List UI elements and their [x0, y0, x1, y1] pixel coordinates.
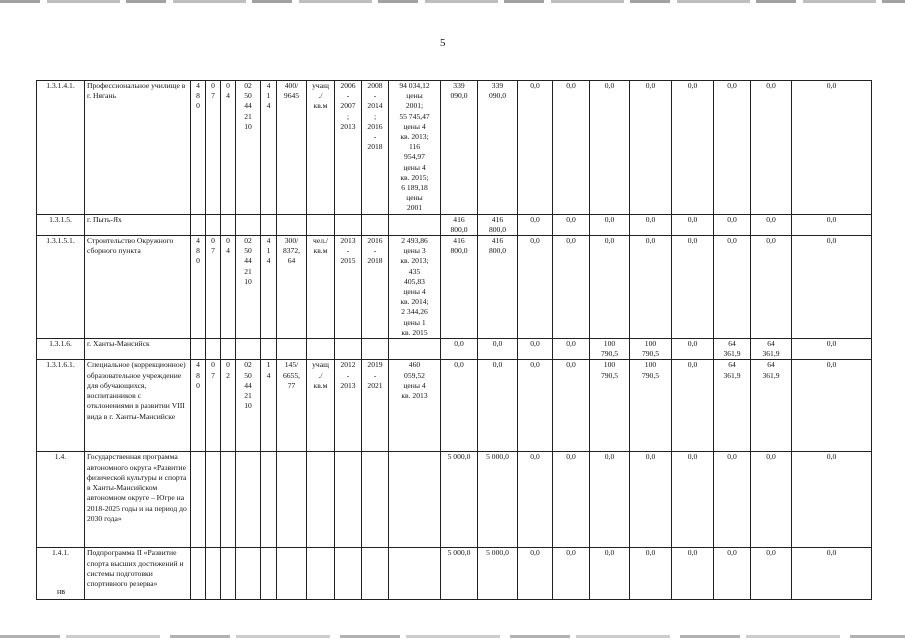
cell-value-1: 5 000,0 [441, 548, 478, 600]
cell-code-5: 1 4 [261, 360, 277, 452]
cell-code-4 [236, 339, 261, 360]
cell-value-5: 100 790,5 [590, 339, 630, 360]
cell-period-design [335, 339, 362, 360]
cell-value-8: 64 361,9 [714, 360, 751, 452]
table-row [37, 236, 872, 339]
cell-code-5: 4 1 4 [261, 236, 277, 339]
cell-value-1: 416 800,0 [441, 214, 478, 235]
cell-value-9: 0,0 [751, 81, 792, 215]
cell-value-7: 0,0 [672, 339, 714, 360]
cell-value-8: 0,0 [714, 81, 751, 215]
cell-code-3 [221, 339, 236, 360]
cell-capacity [277, 452, 307, 548]
table-row [37, 81, 872, 215]
cell-value-4: 0,0 [553, 339, 590, 360]
cell-unit: чел./ кв.м [307, 236, 335, 339]
cell-value-2: 5 000,0 [478, 452, 518, 548]
cell-value-7: 0,0 [672, 236, 714, 339]
cell-period-build [362, 452, 389, 548]
cell-code-2 [206, 214, 221, 235]
cell-row-name: Государственная программа автономного округа «Развитие физической культуры и спорта в Ханты-Мансийском автономном округе – Югре на 2018-2025 годы и на период до 2030 года» [85, 452, 191, 548]
cell-unit [307, 548, 335, 600]
cell-code-3: 0 4 [221, 81, 236, 215]
cell-value-10: 0,0 [792, 452, 872, 548]
cell-code-4 [236, 452, 261, 548]
table-row [37, 548, 872, 600]
cell-row-name: Подпрограмма II «Развитие спорта высших достижений и системы подготовки спортивного резерва» [85, 548, 191, 600]
cell-period-design: 2006 - 2007 ; 2013 [335, 81, 362, 215]
cell-value-9: 0,0 [751, 236, 792, 339]
cell-value-8: 0,0 [714, 236, 751, 339]
cell-value-2: 339 090,0 [478, 81, 518, 215]
cell-value-1: 5 000,0 [441, 452, 478, 548]
cell-value-7: 0,0 [672, 214, 714, 235]
cell-value-7: 0,0 [672, 81, 714, 215]
cell-code-2: 0 7 [206, 81, 221, 215]
cell-code-2: 0 7 [206, 236, 221, 339]
cell-value-8: 64 361,9 [714, 339, 751, 360]
cell-value-7: 0,0 [672, 360, 714, 452]
cell-code-1: 4 8 0 [191, 81, 206, 215]
cell-estimated-cost: 460 059,52 цены 4 кв. 2013 [389, 360, 441, 452]
cell-value-4: 0,0 [553, 214, 590, 235]
cell-value-9: 0,0 [751, 452, 792, 548]
cell-code-1 [191, 548, 206, 600]
cell-value-10: 0,0 [792, 81, 872, 215]
cell-value-10: 0,0 [792, 339, 872, 360]
cell-value-1: 339 090,0 [441, 81, 478, 215]
cell-value-5: 0,0 [590, 452, 630, 548]
cell-value-8: 0,0 [714, 214, 751, 235]
cell-code-1 [191, 452, 206, 548]
cell-value-8: 0,0 [714, 548, 751, 600]
cell-code-2 [206, 548, 221, 600]
footer-mark: нв [57, 587, 66, 596]
cell-code-2: 0 7 [206, 360, 221, 452]
cell-row-id: 1.3.1.6. [37, 339, 85, 360]
table-row [37, 360, 872, 452]
cell-value-9: 0,0 [751, 548, 792, 600]
cell-value-6: 100 790,5 [630, 339, 672, 360]
cell-capacity [277, 214, 307, 235]
cell-value-7: 0,0 [672, 548, 714, 600]
cell-estimated-cost: 94 034,12 цены 2001; 55 745,47 цены 4 кв. 2013; 116 954,97 цены 4 кв. 2015; 6 189,18 цены 2001 [389, 81, 441, 215]
page-number: 5 [440, 37, 446, 49]
cell-value-5: 0,0 [590, 214, 630, 235]
cell-value-6: 0,0 [630, 236, 672, 339]
cell-value-2: 416 800,0 [478, 214, 518, 235]
cell-code-5 [261, 452, 277, 548]
cell-row-name: г. Пыть-Ях [85, 214, 191, 235]
cell-code-4: 02 50 44 21 10 [236, 236, 261, 339]
cell-value-1: 416 800,0 [441, 236, 478, 339]
cell-unit [307, 339, 335, 360]
cell-period-build [362, 214, 389, 235]
cell-row-name: Специальное (коррекционное) образовательное учреждение для обучающихся, воспитанников с отклонениями в развитии VIII вида в г. Ханты-Мансийске [85, 360, 191, 452]
cell-period-design [335, 548, 362, 600]
cell-value-10: 0,0 [792, 360, 872, 452]
cell-code-1: 4 8 0 [191, 236, 206, 339]
cell-estimated-cost [389, 214, 441, 235]
cell-value-10: 0,0 [792, 236, 872, 339]
cell-value-6: 0,0 [630, 214, 672, 235]
cell-code-3 [221, 452, 236, 548]
cell-value-4: 0,0 [553, 81, 590, 215]
scan-edge-top [0, 0, 905, 3]
cell-row-id: 1.3.1.5. [37, 214, 85, 235]
cell-code-5: 4 1 4 [261, 81, 277, 215]
cell-value-6: 0,0 [630, 548, 672, 600]
cell-value-7: 0,0 [672, 452, 714, 548]
cell-row-id: 1.4. [37, 452, 85, 548]
cell-value-2: 0,0 [478, 360, 518, 452]
cell-code-5 [261, 214, 277, 235]
cell-value-5: 0,0 [590, 236, 630, 339]
cell-period-design: 2013 - 2015 [335, 236, 362, 339]
cell-code-5 [261, 548, 277, 600]
cell-code-4: 02 50 44 21 10 [236, 360, 261, 452]
cell-capacity [277, 339, 307, 360]
cell-value-3: 0,0 [518, 81, 553, 215]
cell-code-2 [206, 339, 221, 360]
cell-code-2 [206, 452, 221, 548]
cell-value-10: 0,0 [792, 214, 872, 235]
cell-value-1: 0,0 [441, 360, 478, 452]
cell-value-3: 0,0 [518, 548, 553, 600]
cell-value-2: 0,0 [478, 339, 518, 360]
cell-code-3 [221, 214, 236, 235]
cell-unit [307, 452, 335, 548]
cell-value-3: 0,0 [518, 360, 553, 452]
cell-estimated-cost: 2 493,86 цены 3 кв. 2013; 435 405,83 цены 4 кв. 2014; 2 344,26 цены 1 кв. 2015 [389, 236, 441, 339]
cell-value-4: 0,0 [553, 360, 590, 452]
cell-value-2: 5 000,0 [478, 548, 518, 600]
cell-period-design [335, 452, 362, 548]
cell-value-6: 100 790,5 [630, 360, 672, 452]
cell-row-id: 1.3.1.6.1. [37, 360, 85, 452]
cell-code-5 [261, 339, 277, 360]
table-row [37, 214, 872, 235]
cell-value-5: 100 790,5 [590, 360, 630, 452]
table-body [37, 81, 872, 600]
cell-value-3: 0,0 [518, 339, 553, 360]
cell-row-id: 1.4.1. [37, 548, 85, 600]
cell-code-1 [191, 339, 206, 360]
cell-capacity: 145/ 6655, 77 [277, 360, 307, 452]
cell-period-design: 2012 - 2013 [335, 360, 362, 452]
cell-code-4: 02 50 44 21 10 [236, 81, 261, 215]
cell-value-2: 416 800,0 [478, 236, 518, 339]
cell-value-6: 0,0 [630, 81, 672, 215]
cell-unit: учащ ./ кв.м [307, 360, 335, 452]
cell-period-build [362, 548, 389, 600]
cell-row-name: г. Ханты-Мансийск [85, 339, 191, 360]
cell-value-4: 0,0 [553, 236, 590, 339]
cell-unit: учащ ./ кв.м [307, 81, 335, 215]
cell-value-1: 0,0 [441, 339, 478, 360]
cell-row-id: 1.3.1.5.1. [37, 236, 85, 339]
cell-value-8: 0,0 [714, 452, 751, 548]
scan-edge-bottom [0, 635, 905, 638]
cell-value-5: 0,0 [590, 81, 630, 215]
cell-capacity: 400/ 9645 [277, 81, 307, 215]
cell-value-9: 64 361,9 [751, 339, 792, 360]
cell-code-3: 0 2 [221, 360, 236, 452]
cell-value-3: 0,0 [518, 214, 553, 235]
cell-unit [307, 214, 335, 235]
cell-period-design [335, 214, 362, 235]
cell-value-9: 0,0 [751, 214, 792, 235]
cell-estimated-cost [389, 548, 441, 600]
cell-estimated-cost [389, 339, 441, 360]
cell-value-9: 64 361,9 [751, 360, 792, 452]
cell-value-5: 0,0 [590, 548, 630, 600]
cell-period-build: 2008 - 2014 ; 2016 - 2018 [362, 81, 389, 215]
cell-value-6: 0,0 [630, 452, 672, 548]
cell-row-name: Строительство Окружного сборного пункта [85, 236, 191, 339]
cell-code-3 [221, 548, 236, 600]
cell-capacity [277, 548, 307, 600]
cell-code-4 [236, 214, 261, 235]
cell-period-build [362, 339, 389, 360]
cell-capacity: 300/ 8372, 64 [277, 236, 307, 339]
cell-period-build: 2016 - 2018 [362, 236, 389, 339]
investment-table [36, 80, 872, 600]
table-row [37, 452, 872, 548]
cell-value-10: 0,0 [792, 548, 872, 600]
cell-value-3: 0,0 [518, 236, 553, 339]
cell-row-name: Профессиональное училище в г. Нягань [85, 81, 191, 215]
cell-value-4: 0,0 [553, 548, 590, 600]
cell-row-id: 1.3.1.4.1. [37, 81, 85, 215]
cell-value-3: 0,0 [518, 452, 553, 548]
cell-code-1 [191, 214, 206, 235]
cell-code-1: 4 8 0 [191, 360, 206, 452]
cell-estimated-cost [389, 452, 441, 548]
table-row [37, 339, 872, 360]
cell-code-4 [236, 548, 261, 600]
cell-period-build: 2019 - 2021 [362, 360, 389, 452]
cell-code-3: 0 4 [221, 236, 236, 339]
cell-value-4: 0,0 [553, 452, 590, 548]
